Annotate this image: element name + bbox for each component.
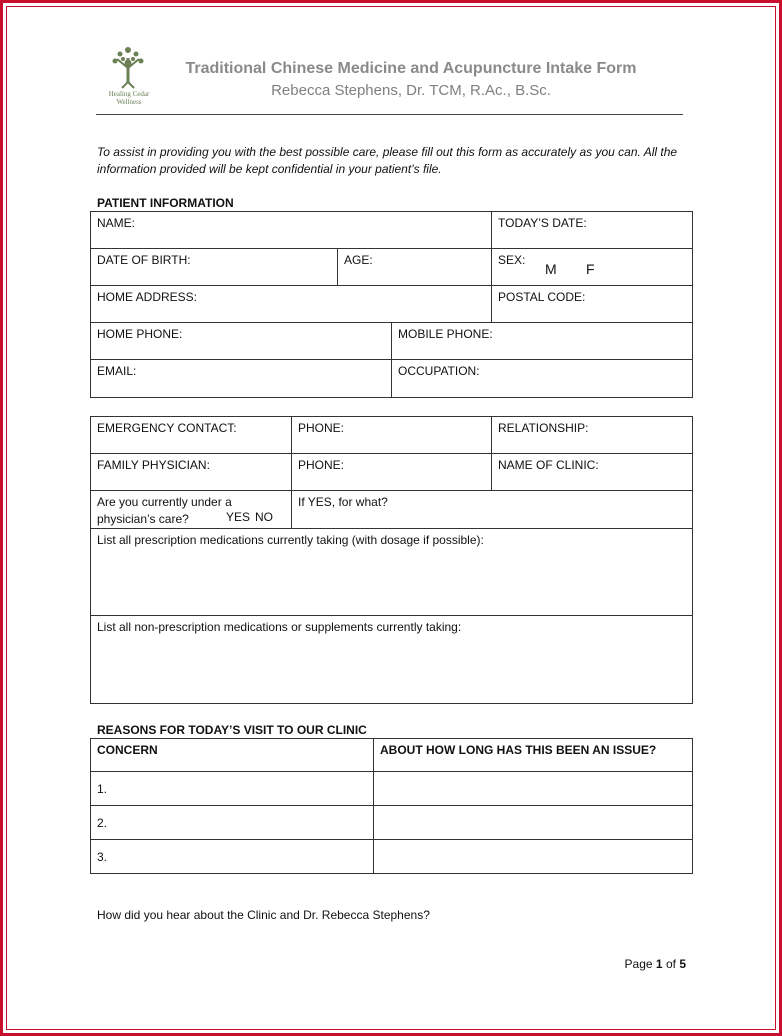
- concern-row-1[interactable]: 1.: [90, 771, 374, 806]
- age-field[interactable]: AGE:: [337, 248, 492, 286]
- todays-date-field[interactable]: TODAY’S DATE:: [491, 211, 693, 249]
- name-field[interactable]: NAME:: [90, 211, 492, 249]
- concern-row-2[interactable]: 2.: [90, 805, 374, 840]
- relationship-field[interactable]: RELATIONSHIP:: [491, 416, 693, 454]
- page-of: of: [665, 957, 676, 971]
- header-divider: [96, 114, 683, 115]
- physician-care-yes[interactable]: YES: [226, 510, 251, 524]
- intro-text: To assist in providing you with the best possible care, please fill out this form as accurately as you can. All the information provided will be kept confidential in your patient’s file.: [97, 145, 678, 176]
- page-total: 5: [679, 957, 686, 971]
- page-number: [560, 957, 686, 971]
- referral-question: How did you hear about the Clinic and Dr. Rebecca Stephens?: [97, 908, 430, 922]
- sex-option-f[interactable]: F: [586, 261, 595, 277]
- date-of-birth-field[interactable]: DATE OF BIRTH:: [90, 248, 338, 286]
- email-field[interactable]: EMAIL:: [90, 359, 392, 398]
- if-yes-field[interactable]: If YES, for what?: [291, 490, 693, 529]
- concern-row-3[interactable]: 3.: [90, 839, 374, 874]
- family-physician-field[interactable]: FAMILY PHYSICIAN:: [90, 453, 292, 491]
- home-address-field[interactable]: HOME ADDRESS:: [90, 285, 492, 323]
- concern-column-header: CONCERN: [90, 738, 374, 772]
- duration-row-3[interactable]: [373, 839, 693, 874]
- page-label: Page: [624, 957, 653, 971]
- prescription-meds-field[interactable]: List all prescription medications currently taking (with dosage if possible):: [90, 528, 693, 616]
- sex-option-m[interactable]: M: [545, 261, 557, 277]
- duration-row-1[interactable]: [373, 771, 693, 806]
- logo-text-line2: Wellness: [116, 98, 142, 106]
- duration-row-2[interactable]: [373, 805, 693, 840]
- patient-info-heading: PATIENT INFORMATION: [97, 196, 234, 210]
- physician-care-line1: Are you currently under a: [97, 495, 232, 509]
- home-phone-field[interactable]: HOME PHONE:: [90, 322, 392, 360]
- non-prescription-meds-field[interactable]: List all non-prescription medications or supplements currently taking:: [90, 615, 693, 704]
- postal-code-field[interactable]: POSTAL CODE:: [491, 285, 693, 323]
- emergency-contact-field[interactable]: EMERGENCY CONTACT:: [90, 416, 292, 454]
- occupation-field[interactable]: OCCUPATION:: [391, 359, 693, 398]
- physician-care-no[interactable]: NO: [255, 510, 273, 524]
- duration-column-header: ABOUT HOW LONG HAS THIS BEEN AN ISSUE?: [373, 738, 693, 772]
- sex-label: SEX:: [498, 253, 526, 267]
- clinic-name-field[interactable]: NAME OF CLINIC:: [491, 453, 693, 491]
- physician-care-line2: physician’s care?: [97, 512, 189, 526]
- page-current: 1: [655, 957, 663, 971]
- practitioner-name: Rebecca Stephens, Dr. TCM, R.Ac., B.Sc.: [271, 82, 551, 99]
- physician-phone-field[interactable]: PHONE:: [291, 453, 492, 491]
- mobile-phone-field[interactable]: MOBILE PHONE:: [391, 322, 693, 360]
- visit-reasons-heading: REASONS FOR TODAY’S VISIT TO OUR CLINIC: [97, 723, 367, 737]
- form-title: Traditional Chinese Medicine and Acupuncture Intake Form: [185, 60, 637, 77]
- logo-text-line1: Healing Cedar: [108, 90, 150, 98]
- emergency-phone-field[interactable]: PHONE:: [291, 416, 492, 454]
